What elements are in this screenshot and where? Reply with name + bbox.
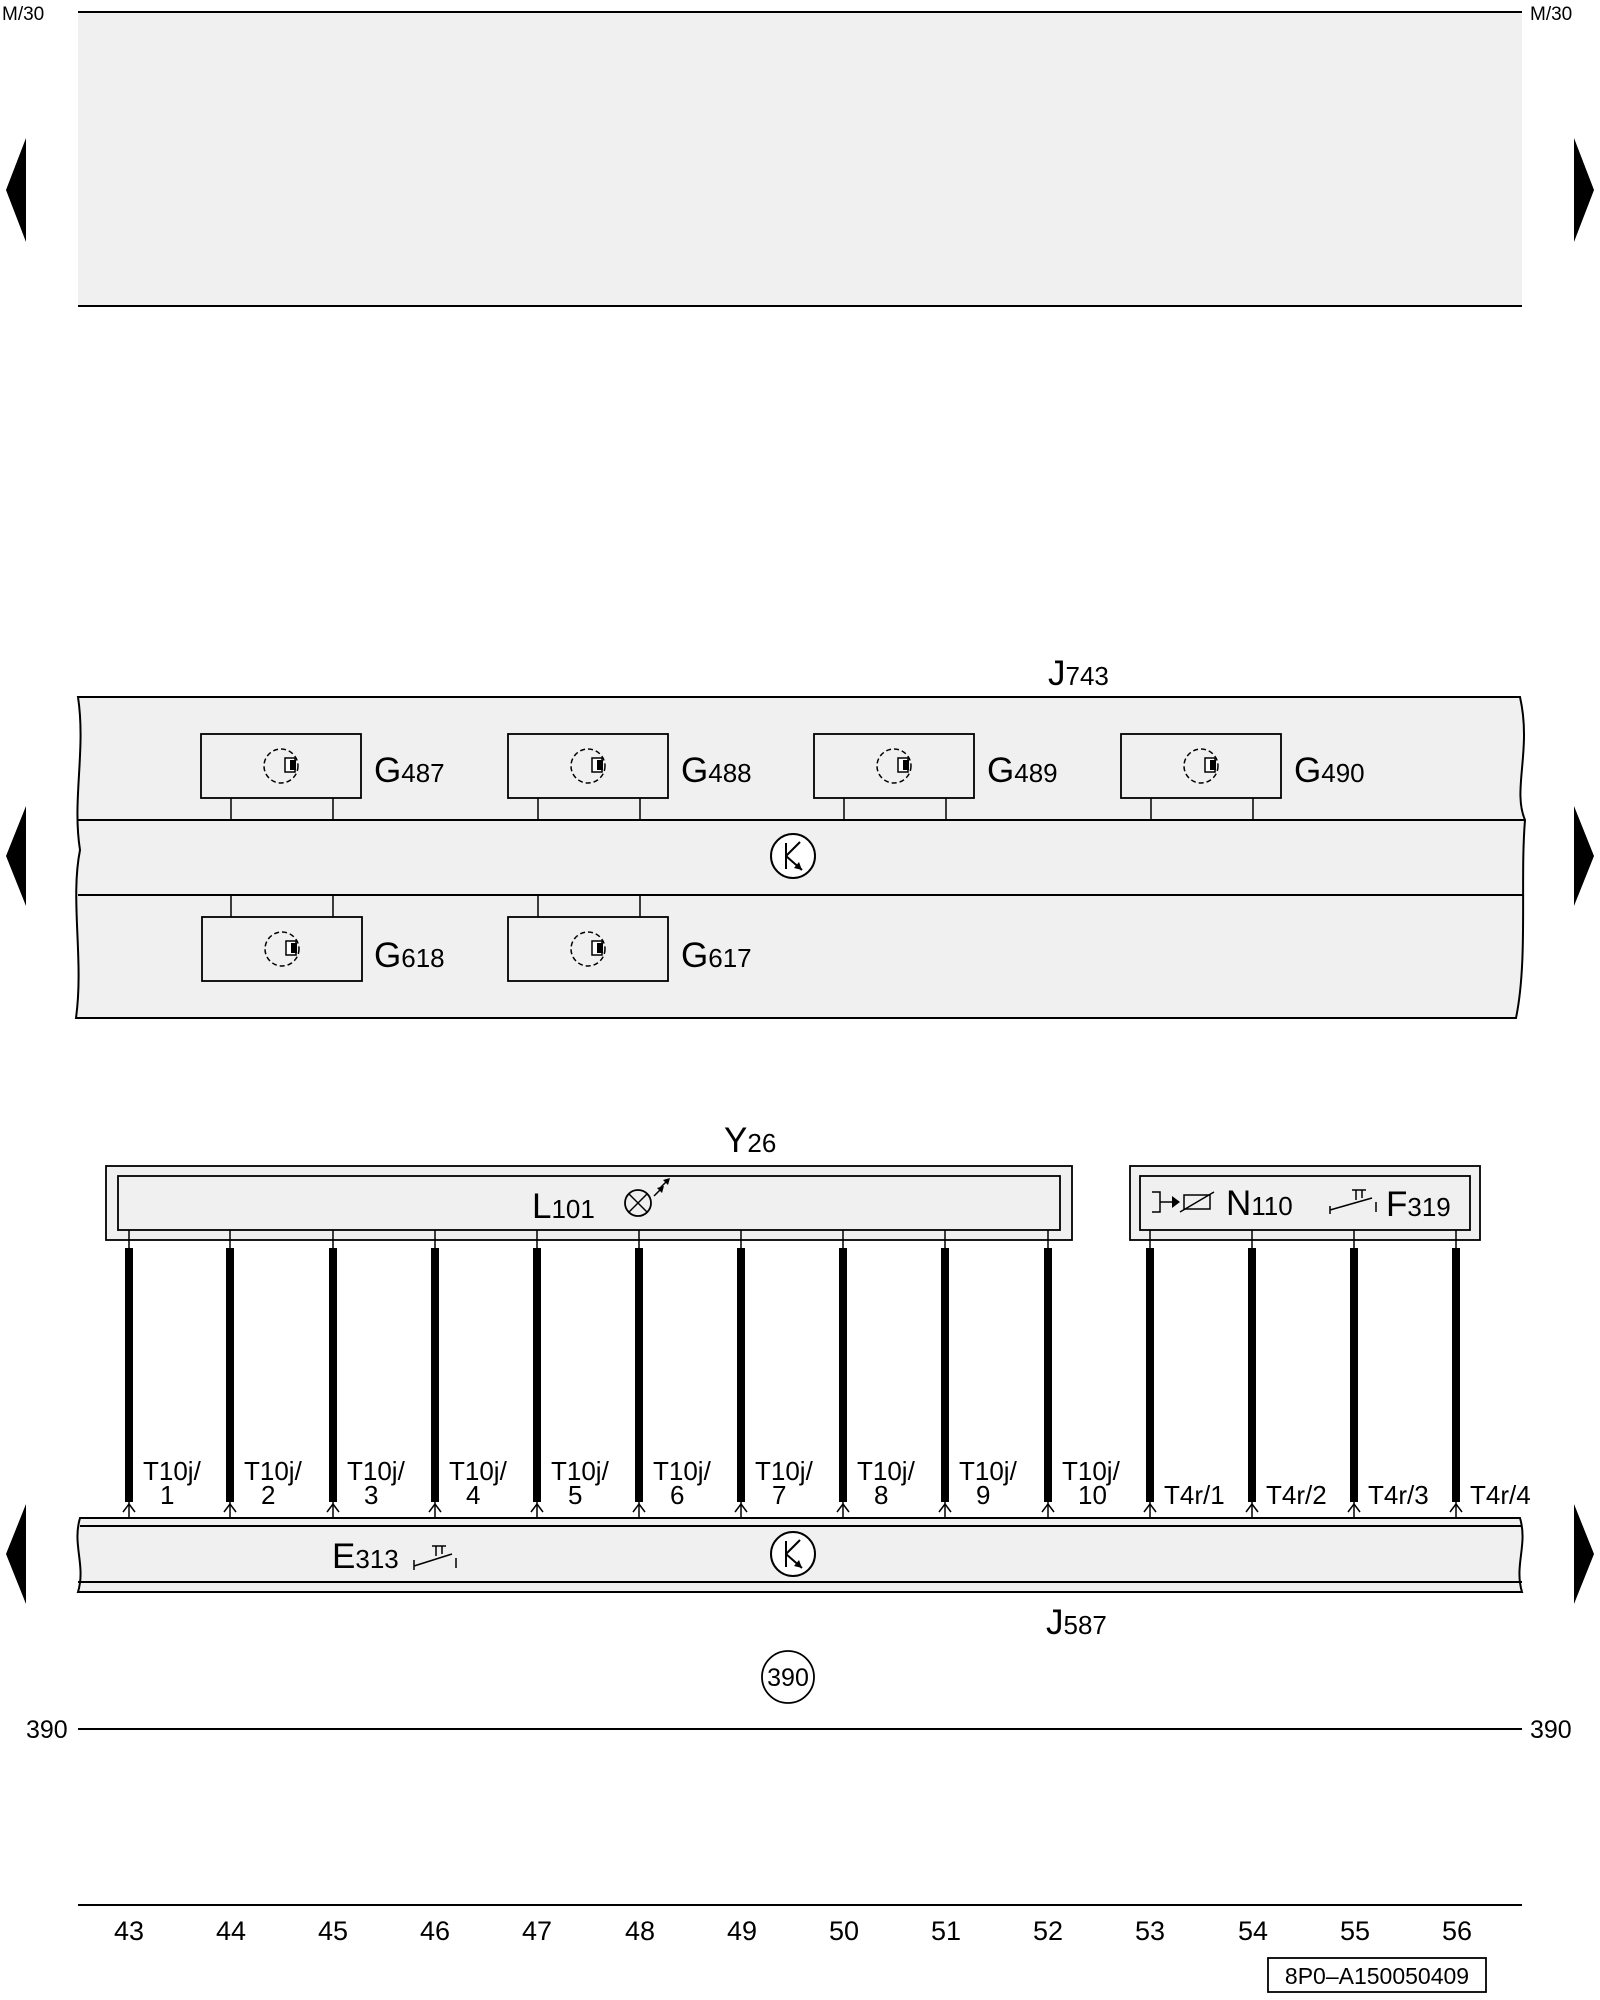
- n110-f319-block: [1130, 1166, 1480, 1240]
- image-code: 8P0–A150050409: [1284, 1963, 1470, 1989]
- switch-f319-label: F319: [1386, 1185, 1451, 1224]
- pin-label-number: 9: [976, 1480, 991, 1510]
- reference-circle-390: [762, 1651, 814, 1703]
- column-number: 56: [1441, 1916, 1473, 1946]
- lamp-l101-label: L101: [532, 1187, 595, 1226]
- pin-label: T10j/: [959, 1456, 1017, 1486]
- switch-e313-label: E313: [332, 1537, 399, 1576]
- pin-label-number: 2: [261, 1480, 276, 1510]
- pin-label: T10j/: [143, 1456, 201, 1486]
- transistor-icon: [771, 1532, 815, 1576]
- corner-label-right: M/30: [1530, 4, 1573, 25]
- svg-text:390: 390: [767, 1664, 809, 1692]
- pin-label: T10j/: [244, 1456, 302, 1486]
- svg-text:G490: G490: [1294, 751, 1365, 790]
- column-number: 54: [1237, 1916, 1269, 1946]
- transistor-icon: [771, 834, 815, 878]
- pin-label: T4r/4: [1470, 1480, 1531, 1510]
- wire-11: [1144, 1230, 1225, 1526]
- pin-label: T10j/: [1062, 1456, 1120, 1486]
- column-number: 43: [113, 1916, 145, 1946]
- svg-text:G617: G617: [681, 936, 752, 975]
- column-number: 48: [624, 1916, 656, 1946]
- column-number: 52: [1032, 1916, 1064, 1946]
- wire-5: [531, 1230, 610, 1526]
- column-number: 53: [1134, 1916, 1166, 1946]
- pin-label: T4r/1: [1164, 1480, 1225, 1510]
- pin-label-number: 5: [568, 1480, 583, 1510]
- pin-label: T10j/: [449, 1456, 507, 1486]
- wire-1: [123, 1230, 202, 1526]
- nav-arrow-left-middle[interactable]: [6, 806, 26, 906]
- pin-label-number: 6: [670, 1480, 685, 1510]
- corner-label-left: M/30: [2, 4, 45, 25]
- image-code-box: [1268, 1958, 1486, 1992]
- column-number: 50: [828, 1916, 860, 1946]
- pin-label-number: 8: [874, 1480, 889, 1510]
- nav-arrow-left-bottom[interactable]: [6, 1504, 26, 1604]
- column-numbers: [114, 1916, 1472, 1946]
- pin-label-number: 4: [466, 1480, 481, 1510]
- pin-label: T10j/: [755, 1456, 813, 1486]
- nav-arrow-right-bottom[interactable]: [1574, 1504, 1594, 1604]
- wire-2: [224, 1230, 303, 1526]
- reference-label-left: 390: [26, 1716, 68, 1744]
- j743-label: J743: [1048, 654, 1109, 693]
- pin-label: T4r/3: [1368, 1480, 1429, 1510]
- j587-label: J587: [1046, 1603, 1107, 1642]
- nav-arrow-right-top[interactable]: [1574, 138, 1594, 242]
- wire-12: [1246, 1230, 1327, 1526]
- pin-label: T4r/2: [1266, 1480, 1327, 1510]
- pin-label-number: 1: [160, 1480, 175, 1510]
- wire-4: [429, 1230, 508, 1526]
- pin-label-number: 10: [1078, 1480, 1107, 1510]
- pin-label: T10j/: [551, 1456, 609, 1486]
- column-number: 46: [419, 1916, 451, 1946]
- svg-text:G618: G618: [374, 936, 445, 975]
- pin-label: T10j/: [347, 1456, 405, 1486]
- valve-n110-label: N110: [1226, 1184, 1293, 1223]
- j587-block: [77, 1518, 1522, 1592]
- column-number: 49: [726, 1916, 758, 1946]
- top-band: [78, 12, 1522, 306]
- svg-text:G487: G487: [374, 751, 445, 790]
- pin-label-number: 7: [772, 1480, 787, 1510]
- wire-7: [735, 1230, 814, 1526]
- svg-text:G488: G488: [681, 751, 752, 790]
- wire-14: [1450, 1230, 1531, 1526]
- pin-label: T10j/: [653, 1456, 711, 1486]
- pin-label-number: 3: [364, 1480, 379, 1510]
- column-number: 51: [930, 1916, 962, 1946]
- column-number: 47: [521, 1916, 553, 1946]
- wire-10: [1042, 1230, 1121, 1526]
- column-number: 44: [215, 1916, 247, 1946]
- reference-label-right: 390: [1530, 1716, 1572, 1744]
- column-number: 45: [317, 1916, 349, 1946]
- wire-3: [327, 1230, 406, 1526]
- wire-6: [633, 1230, 712, 1526]
- svg-text:G489: G489: [987, 751, 1058, 790]
- y26-block: [106, 1166, 1072, 1240]
- pin-label: T10j/: [857, 1456, 915, 1486]
- nav-arrow-right-middle[interactable]: [1574, 806, 1594, 906]
- nav-arrow-left-top[interactable]: [6, 138, 26, 242]
- column-number: 55: [1339, 1916, 1371, 1946]
- y26-label: Y26: [724, 1121, 777, 1160]
- wire-13: [1348, 1230, 1429, 1526]
- wire-9: [939, 1230, 1018, 1526]
- wire-8: [837, 1230, 916, 1526]
